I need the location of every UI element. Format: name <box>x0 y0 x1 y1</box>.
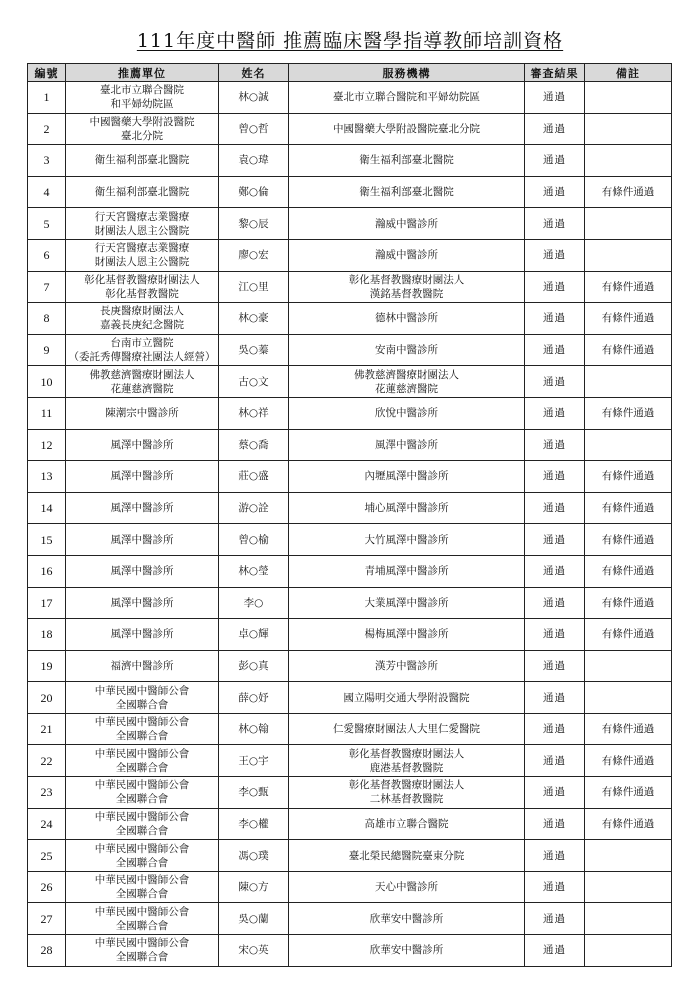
remark <box>585 840 672 872</box>
review-result: 通過 <box>525 176 585 208</box>
remark <box>585 366 672 398</box>
row-index: 12 <box>28 429 66 461</box>
teacher-name: 吳○蘭 <box>219 903 289 935</box>
recommending-unit: 中國醫藥大學附設醫院 臺北分院 <box>66 113 219 145</box>
recommending-unit: 中華民國中醫師公會 全國聯合會 <box>66 682 219 714</box>
table-row <box>28 650 672 682</box>
teacher-name: 鄭○倫 <box>219 176 289 208</box>
table-row <box>28 713 672 745</box>
table-row <box>28 745 672 777</box>
row-index: 3 <box>28 145 66 177</box>
teacher-name: 李○ <box>219 587 289 619</box>
review-result: 通過 <box>525 145 585 177</box>
recommending-unit: 衛生福利部臺北醫院 <box>66 176 219 208</box>
header-index: 編號 <box>28 64 66 82</box>
remark: 有條件通過 <box>585 808 672 840</box>
header-unit: 推薦單位 <box>66 64 219 82</box>
service-institution: 青埔風澤中醫診所 <box>289 555 525 587</box>
teacher-name: 游○詮 <box>219 492 289 524</box>
service-institution: 內壢風澤中醫診所 <box>289 461 525 493</box>
recommending-unit: 中華民國中醫師公會 全國聯合會 <box>66 840 219 872</box>
table-row <box>28 840 672 872</box>
row-index: 14 <box>28 492 66 524</box>
header-name: 姓名 <box>219 64 289 82</box>
recommending-unit: 風澤中醫診所 <box>66 524 219 556</box>
table-row <box>28 239 672 271</box>
row-index: 18 <box>28 619 66 651</box>
table-row <box>28 271 672 303</box>
teacher-name: 莊○盛 <box>219 461 289 493</box>
remark <box>585 682 672 714</box>
remark: 有條件通過 <box>585 397 672 429</box>
review-result: 通過 <box>525 808 585 840</box>
teacher-name: 薛○妤 <box>219 682 289 714</box>
remark: 有條件通過 <box>585 713 672 745</box>
recommending-unit: 風澤中醫診所 <box>66 429 219 461</box>
teacher-name: 曾○哲 <box>219 113 289 145</box>
review-result: 通過 <box>525 871 585 903</box>
review-result: 通過 <box>525 555 585 587</box>
review-result: 通過 <box>525 745 585 777</box>
remark: 有條件通過 <box>585 461 672 493</box>
service-institution: 彰化基督教醫療財團法人 漢銘基督教醫院 <box>289 271 525 303</box>
row-index: 2 <box>28 113 66 145</box>
teacher-name: 吳○蓁 <box>219 334 289 366</box>
remark: 有條件通過 <box>585 745 672 777</box>
table-body <box>28 82 672 967</box>
teacher-name: 宋○英 <box>219 935 289 967</box>
review-result: 通過 <box>525 777 585 809</box>
table-row <box>28 587 672 619</box>
service-institution: 楊梅風澤中醫診所 <box>289 619 525 651</box>
remark: 有條件通過 <box>585 303 672 335</box>
review-result: 通過 <box>525 524 585 556</box>
recommending-unit: 長庚醫療財團法人 嘉義長庚紀念醫院 <box>66 303 219 335</box>
review-result: 通過 <box>525 208 585 240</box>
teacher-name: 黎○辰 <box>219 208 289 240</box>
teacher-name: 王○宇 <box>219 745 289 777</box>
row-index: 17 <box>28 587 66 619</box>
recommending-unit: 台南市立醫院 （委託秀傳醫療社團法人經營） <box>66 334 219 366</box>
remark: 有條件通過 <box>585 555 672 587</box>
remark: 有條件通過 <box>585 176 672 208</box>
row-index: 27 <box>28 903 66 935</box>
row-index: 24 <box>28 808 66 840</box>
recommending-unit: 中華民國中醫師公會 全國聯合會 <box>66 777 219 809</box>
remark <box>585 82 672 114</box>
remark: 有條件通過 <box>585 334 672 366</box>
teacher-name: 林○誠 <box>219 82 289 114</box>
document-title: 111年度中醫師 推薦臨床醫學指導教師培訓資格 <box>136 30 564 52</box>
row-index: 20 <box>28 682 66 714</box>
row-index: 21 <box>28 713 66 745</box>
recommending-unit: 彰化基督教醫療財團法人 彰化基督教醫院 <box>66 271 219 303</box>
table-row <box>28 903 672 935</box>
row-index: 25 <box>28 840 66 872</box>
remark <box>585 935 672 967</box>
review-result: 通過 <box>525 587 585 619</box>
review-result: 通過 <box>525 303 585 335</box>
remark: 有條件通過 <box>585 777 672 809</box>
recommending-unit: 行天宮醫療志業醫療 財團法人恩主公醫院 <box>66 239 219 271</box>
recommending-unit: 風澤中醫診所 <box>66 555 219 587</box>
teacher-name: 林○祥 <box>219 397 289 429</box>
teacher-name: 曾○榆 <box>219 524 289 556</box>
qualification-table <box>27 63 672 967</box>
service-institution: 仁愛醫療財團法人大里仁愛醫院 <box>289 713 525 745</box>
table-row <box>28 334 672 366</box>
service-institution: 高雄市立聯合醫院 <box>289 808 525 840</box>
teacher-name: 廖○宏 <box>219 239 289 271</box>
row-index: 4 <box>28 176 66 208</box>
teacher-name: 彭○真 <box>219 650 289 682</box>
review-result: 通過 <box>525 650 585 682</box>
table-row <box>28 82 672 114</box>
review-result: 通過 <box>525 461 585 493</box>
table-row <box>28 461 672 493</box>
table-row <box>28 871 672 903</box>
recommending-unit: 陳潮宗中醫診所 <box>66 397 219 429</box>
review-result: 通過 <box>525 492 585 524</box>
recommending-unit: 中華民國中醫師公會 全國聯合會 <box>66 871 219 903</box>
service-institution: 大竹風澤中醫診所 <box>289 524 525 556</box>
remark <box>585 903 672 935</box>
recommending-unit: 風澤中醫診所 <box>66 587 219 619</box>
recommending-unit: 臺北市立聯合醫院 和平婦幼院區 <box>66 82 219 114</box>
table-row <box>28 145 672 177</box>
review-result: 通過 <box>525 397 585 429</box>
service-institution: 欣華安中醫診所 <box>289 903 525 935</box>
review-result: 通過 <box>525 840 585 872</box>
service-institution: 風澤中醫診所 <box>289 429 525 461</box>
recommending-unit: 衛生福利部臺北醫院 <box>66 145 219 177</box>
table-header-row <box>28 64 672 82</box>
row-index: 19 <box>28 650 66 682</box>
review-result: 通過 <box>525 271 585 303</box>
table-row <box>28 366 672 398</box>
row-index: 22 <box>28 745 66 777</box>
remark <box>585 113 672 145</box>
service-institution: 衛生福利部臺北醫院 <box>289 145 525 177</box>
row-index: 11 <box>28 397 66 429</box>
service-institution: 國立陽明交通大學附設醫院 <box>289 682 525 714</box>
row-index: 6 <box>28 239 66 271</box>
teacher-name: 卓○輝 <box>219 619 289 651</box>
table-row <box>28 176 672 208</box>
teacher-name: 林○翰 <box>219 713 289 745</box>
review-result: 通過 <box>525 334 585 366</box>
row-index: 1 <box>28 82 66 114</box>
recommending-unit: 中華民國中醫師公會 全國聯合會 <box>66 935 219 967</box>
row-index: 15 <box>28 524 66 556</box>
review-result: 通過 <box>525 429 585 461</box>
table-row <box>28 429 672 461</box>
service-institution: 德林中醫診所 <box>289 303 525 335</box>
review-result: 通過 <box>525 366 585 398</box>
teacher-name: 林○豪 <box>219 303 289 335</box>
table-row <box>28 777 672 809</box>
row-index: 13 <box>28 461 66 493</box>
recommending-unit: 福濟中醫診所 <box>66 650 219 682</box>
table-row <box>28 682 672 714</box>
service-institution: 彰化基督教醫療財團法人 鹿港基督教醫院 <box>289 745 525 777</box>
remark: 有條件通過 <box>585 587 672 619</box>
review-result: 通過 <box>525 682 585 714</box>
review-result: 通過 <box>525 113 585 145</box>
service-institution: 瀚威中醫診所 <box>289 239 525 271</box>
recommending-unit: 中華民國中醫師公會 全國聯合會 <box>66 903 219 935</box>
table-row <box>28 397 672 429</box>
service-institution: 瀚威中醫診所 <box>289 208 525 240</box>
table-row <box>28 524 672 556</box>
remark <box>585 429 672 461</box>
teacher-name: 江○里 <box>219 271 289 303</box>
service-institution: 臺北市立聯合醫院和平婦幼院區 <box>289 82 525 114</box>
remark: 有條件通過 <box>585 619 672 651</box>
recommending-unit: 行天宮醫療志業醫療 財團法人恩主公醫院 <box>66 208 219 240</box>
service-institution: 天心中醫診所 <box>289 871 525 903</box>
service-institution: 彰化基督教醫療財團法人 二林基督教醫院 <box>289 777 525 809</box>
document-title-wrapper <box>0 26 700 53</box>
service-institution: 中國醫藥大學附設醫院臺北分院 <box>289 113 525 145</box>
remark <box>585 650 672 682</box>
table-row <box>28 555 672 587</box>
remark <box>585 208 672 240</box>
table-row <box>28 113 672 145</box>
recommending-unit: 佛教慈濟醫療財團法人 花蓮慈濟醫院 <box>66 366 219 398</box>
review-result: 通過 <box>525 619 585 651</box>
teacher-name: 林○瑩 <box>219 555 289 587</box>
row-index: 10 <box>28 366 66 398</box>
review-result: 通過 <box>525 935 585 967</box>
table-row <box>28 619 672 651</box>
service-institution: 漢芳中醫診所 <box>289 650 525 682</box>
header-result: 審查結果 <box>525 64 585 82</box>
service-institution: 埔心風澤中醫診所 <box>289 492 525 524</box>
table-row <box>28 303 672 335</box>
teacher-name: 陳○方 <box>219 871 289 903</box>
row-index: 7 <box>28 271 66 303</box>
remark <box>585 871 672 903</box>
service-institution: 大業風澤中醫診所 <box>289 587 525 619</box>
recommending-unit: 風澤中醫診所 <box>66 492 219 524</box>
remark <box>585 145 672 177</box>
teacher-name: 李○權 <box>219 808 289 840</box>
teacher-name: 李○甄 <box>219 777 289 809</box>
row-index: 28 <box>28 935 66 967</box>
teacher-name: 蔡○喬 <box>219 429 289 461</box>
service-institution: 安南中醫診所 <box>289 334 525 366</box>
remark: 有條件通過 <box>585 524 672 556</box>
teacher-name: 馮○璞 <box>219 840 289 872</box>
recommending-unit: 風澤中醫診所 <box>66 461 219 493</box>
recommending-unit: 風澤中醫診所 <box>66 619 219 651</box>
table-row <box>28 208 672 240</box>
recommending-unit: 中華民國中醫師公會 全國聯合會 <box>66 808 219 840</box>
row-index: 5 <box>28 208 66 240</box>
review-result: 通過 <box>525 82 585 114</box>
row-index: 9 <box>28 334 66 366</box>
service-institution: 衛生福利部臺北醫院 <box>289 176 525 208</box>
table-row <box>28 808 672 840</box>
table-row <box>28 492 672 524</box>
recommending-unit: 中華民國中醫師公會 全國聯合會 <box>66 745 219 777</box>
row-index: 26 <box>28 871 66 903</box>
header-institution: 服務機構 <box>289 64 525 82</box>
service-institution: 欣華安中醫診所 <box>289 935 525 967</box>
remark: 有條件通過 <box>585 271 672 303</box>
service-institution: 臺北榮民總醫院臺東分院 <box>289 840 525 872</box>
review-result: 通過 <box>525 713 585 745</box>
row-index: 16 <box>28 555 66 587</box>
row-index: 23 <box>28 777 66 809</box>
table-row <box>28 935 672 967</box>
teacher-name: 袁○瑋 <box>219 145 289 177</box>
remark <box>585 239 672 271</box>
header-note: 備註 <box>585 64 672 82</box>
service-institution: 佛教慈濟醫療財團法人 花蓮慈濟醫院 <box>289 366 525 398</box>
recommending-unit: 中華民國中醫師公會 全國聯合會 <box>66 713 219 745</box>
service-institution: 欣悅中醫診所 <box>289 397 525 429</box>
review-result: 通過 <box>525 903 585 935</box>
row-index: 8 <box>28 303 66 335</box>
review-result: 通過 <box>525 239 585 271</box>
teacher-name: 古○文 <box>219 366 289 398</box>
remark: 有條件通過 <box>585 492 672 524</box>
